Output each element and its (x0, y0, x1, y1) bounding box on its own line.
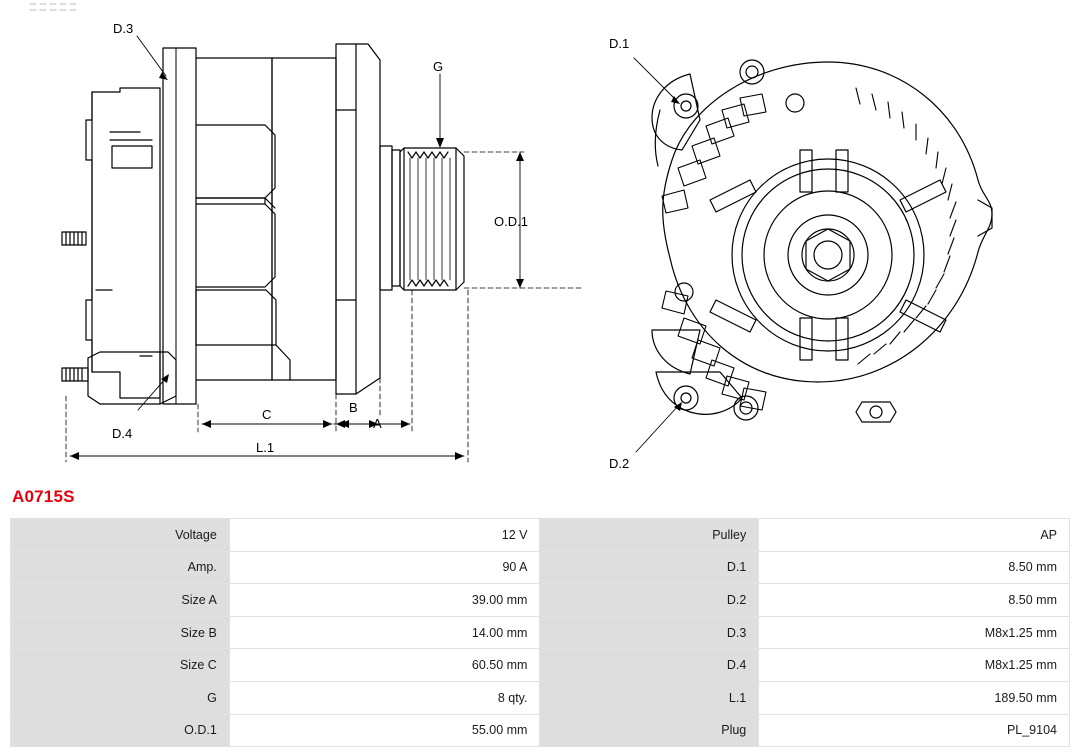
callout-b-label: B (349, 400, 358, 415)
spec-value: 60.50 mm (229, 649, 540, 682)
spec-table-body (11, 519, 1070, 747)
spec-label: D.1 (540, 551, 759, 584)
spec-value: M8x1.25 mm (759, 649, 1070, 682)
spec-label: Size B (11, 616, 230, 649)
table-row (11, 551, 1070, 584)
callout-a-label: A (373, 416, 382, 431)
spec-value: 8.50 mm (759, 584, 1070, 617)
part-number: A0715S (12, 487, 75, 506)
table-row (11, 584, 1070, 617)
callout-c-label: C (262, 407, 272, 422)
spec-value: 39.00 mm (229, 584, 540, 617)
spec-label: Size C (11, 649, 230, 682)
spec-label: Size A (11, 584, 230, 617)
table-row (11, 616, 1070, 649)
spec-label: D.2 (540, 584, 759, 617)
spec-value: 14.00 mm (229, 616, 540, 649)
spec-label: Voltage (11, 519, 230, 552)
spec-value: 189.50 mm (759, 681, 1070, 714)
callout-d4-label: D.4 (112, 426, 133, 441)
spec-value: PL_9104 (759, 714, 1070, 747)
spec-label: D.4 (540, 649, 759, 682)
callout-d1-label: D.1 (609, 36, 630, 51)
spec-label: L.1 (540, 681, 759, 714)
table-row (11, 681, 1070, 714)
table-row (11, 714, 1070, 747)
callout-od1-label: O.D.1 (494, 214, 528, 229)
spec-value: AP (759, 519, 1070, 552)
specifications-table (10, 518, 1070, 747)
spec-label: Pulley (540, 519, 759, 552)
callout-l1-label: L.1 (256, 440, 275, 455)
callout-d3-label: D.3 (113, 21, 134, 36)
callout-g-label: G (433, 59, 444, 74)
spec-value: 8.50 mm (759, 551, 1070, 584)
table-row (11, 649, 1070, 682)
table-row (11, 519, 1070, 552)
spec-value: 8 qty. (229, 681, 540, 714)
spec-value: 90 A (229, 551, 540, 584)
spec-value: M8x1.25 mm (759, 616, 1070, 649)
spec-label: Amp. (11, 551, 230, 584)
spec-label: Plug (540, 714, 759, 747)
spec-value: 12 V (229, 519, 540, 552)
spec-label: G (11, 681, 230, 714)
spec-label: D.3 (540, 616, 759, 649)
spec-label: O.D.1 (11, 714, 230, 747)
spec-value: 55.00 mm (229, 714, 540, 747)
callout-d2-label: D.2 (609, 456, 630, 471)
